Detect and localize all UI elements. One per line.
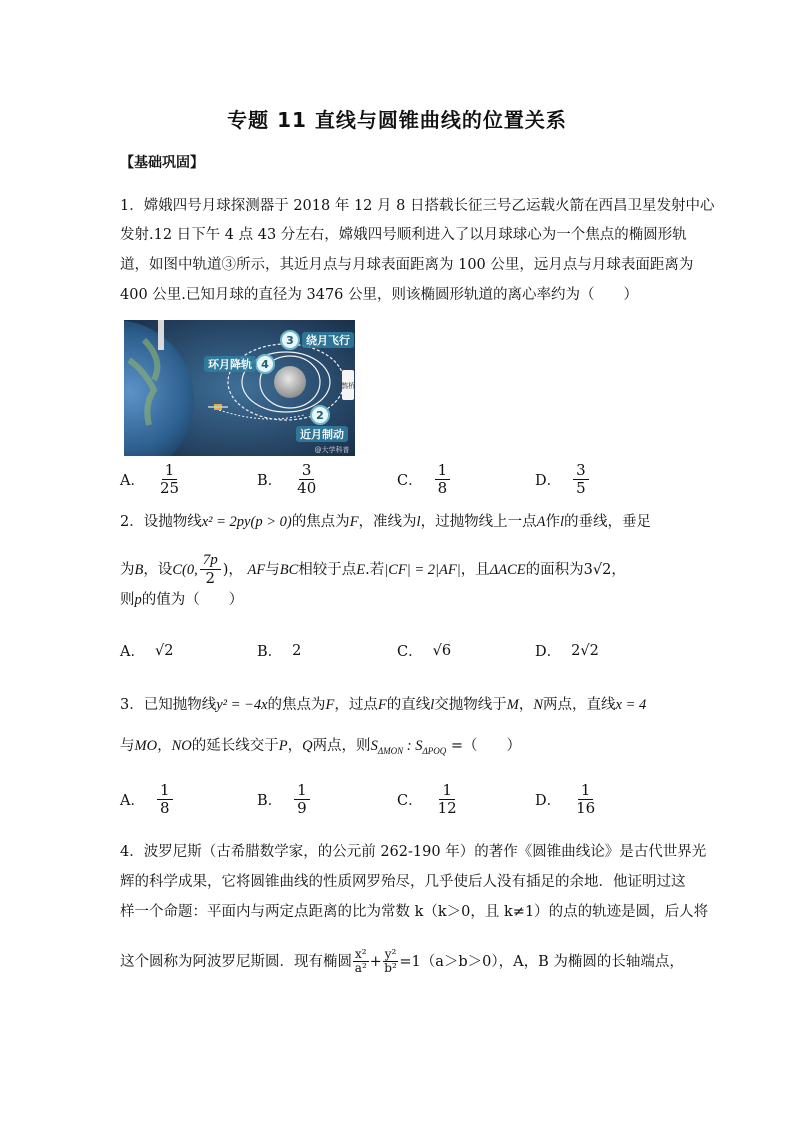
watermark: @大学科普 [314,446,350,454]
q3-option-d[interactable]: D． $\frac{1}{16}$ [535,781,596,817]
q1-option-b[interactable]: B． $\frac{3}{40}$ [257,461,317,497]
lunar-orbit-figure [124,320,355,456]
label-orbit: 绕月飞行 [306,334,350,347]
q1-option-c[interactable]: C． $\frac{1}{8}$ [397,462,452,497]
q4-line-2: 辉的科学成果，它将圆锥曲线的性质网罗殆尽，几乎使后人没有插足的余地．他证明过这 [120,874,686,890]
moon [274,366,306,398]
q2-line-1: 2．设抛物线x² = 2py(p > 0)的焦点为F，准线为l，过抛物线上一点A作l的垂线，垂足 [120,514,651,530]
label-brake: 近月制动 [300,428,344,441]
q3-option-a[interactable]: A． $\frac{1}{8}$ [120,782,175,817]
q1-line-2: 发射.12 日下午 4 点 43 分左右，嫦娥四号顺利进入了以月球球心为一个焦点的椭圆形轨 [120,227,687,243]
q1-line-3: 道，如图中轨道③所示，其近月点与月球表面距离为 100 公里，远月点与月球表面距离为 [120,257,694,273]
label-descend: 环月降轨 [208,358,252,371]
badge-3-text: 3 [286,334,294,347]
q3-option-c[interactable]: C． $\frac{1}{12}$ [397,781,457,817]
q3-option-b[interactable]: B． $\frac{1}{9}$ [257,782,312,817]
q1-option-d[interactable]: D． $\frac{3}{5}$ [535,462,591,497]
q2-option-c[interactable]: C． √6 [397,642,452,660]
badge-4-text: 4 [261,358,269,371]
q1-option-a[interactable]: A． $\frac{1}{25}$ [120,461,180,497]
q2-option-a[interactable]: A． √2 [120,642,174,660]
q4-line-4: 这个圆称为阿波罗尼斯圆．现有椭圆 $\frac{\text{x²}}{\text{a²}}$ + $\frac{\text{y²}}{\text{b²}}$ =1（a＞b＞0），A，B 为椭圆的长轴端点， [120,947,684,975]
section-heading: 【基础巩固】 [120,155,204,171]
q2-option-b[interactable]: B． 2 [257,642,302,660]
q4-line-1: 4．波罗尼斯（古希腊数学家，的公元前 262-190 年）的著作《圆锥曲线论》是古代世界光 [120,844,707,860]
q2-option-d[interactable]: D． 2√2 [535,642,599,660]
q2-line-3: 则p的值为（ ） [120,592,244,608]
q3-line-1: 3．已知抛物线y² = −4x的焦点为F，过点F的直线l交抛物线于M，N两点，直线x = 4 [120,697,647,713]
rocket [158,320,164,350]
badge-2-text: 2 [316,409,324,422]
label-relay: 鹊桥 [341,382,355,390]
q1-line-1: 1．嫦娥四号月球探测器于 2018 年 12 月 8 日搭载长征三号乙运载火箭在西昌卫星发射中心 [120,198,715,214]
lunar-orbit-illustration [124,320,355,456]
page-title: 专题 11 直线与圆锥曲线的位置关系 [227,108,567,132]
q1-line-4: 400 公里.已知月球的直径为 3476 公里，则该椭圆形轨道的离心率约为（ ） [120,287,639,303]
q4-line-3: 样一个命题：平面内与两定点距离的比为常数 k（k＞0，且 k≠1）的点的轨迹是圆，后人将 [120,904,709,920]
q2-line-2: 为 B ，设 C(0, $\frac{7p}{2}$ )， AF 与 BC 相较于点 E .若 |CF| = 2|AF| ，且 ΔACE 的面积为 3√2 ， [120,552,626,587]
q3-line-2: 与MO，NO的延长线交于P，Q两点，则$S_{\Delta MON}$ : $S_{\Delta POQ}$ =（ ） [120,738,521,756]
